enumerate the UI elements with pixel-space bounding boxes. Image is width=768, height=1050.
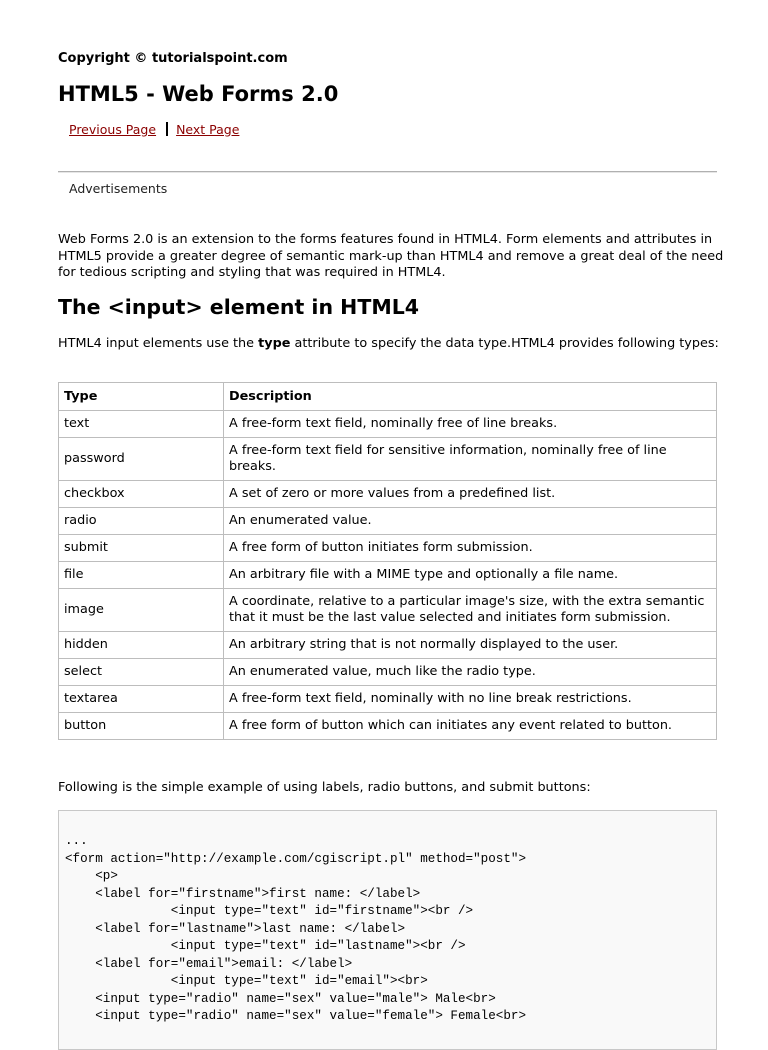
types-intro-before: HTML4 input elements use the [58, 336, 259, 351]
type-cell: hidden [59, 632, 224, 659]
type-cell: submit [59, 535, 224, 562]
table-row [59, 589, 717, 632]
table-row [59, 632, 717, 659]
divider [58, 171, 717, 173]
previous-page-link[interactable]: Previous Page [69, 122, 157, 137]
code-line: <label for="email">email: </label> [65, 956, 353, 971]
page-title: HTML5 - Web Forms 2.0 [58, 82, 339, 106]
type-cell: radio [59, 508, 224, 535]
description-cell: A free-form text field, nominally free of line breaks. [224, 411, 717, 438]
table-row [59, 535, 717, 562]
code-example-block [58, 810, 717, 1050]
code-line: <label for="lastname">last name: </label> [65, 921, 406, 936]
table-row [59, 686, 717, 713]
description-cell: A free form of button which can initiates any event related to button. [224, 713, 717, 740]
table-row [59, 438, 717, 481]
types-intro-after: attribute to specify the data type.HTML4 provides following types: [290, 336, 719, 351]
code-line: <label for="firstname">first name: </label> [65, 886, 421, 901]
table-row [59, 562, 717, 589]
column-header-type: Type [59, 383, 224, 411]
code-line: <input type="radio" name="sex" value="male"> Male<br> [65, 991, 496, 1006]
description-cell: A free form of button initiates form submission. [224, 535, 717, 562]
type-cell: textarea [59, 686, 224, 713]
description-cell: An arbitrary string that is not normally displayed to the user. [224, 632, 717, 659]
code-line: <input type="text" id="firstname"><br /> [65, 904, 474, 918]
type-cell: image [59, 589, 224, 632]
type-cell: password [59, 438, 224, 481]
code-line: <input type="radio" name="sex" value="female"> Female<br> [65, 1009, 527, 1023]
next-page-link[interactable]: Next Page [176, 122, 240, 137]
table-header-row [59, 383, 717, 411]
types-intro-bold: type [258, 336, 291, 351]
type-cell: checkbox [59, 481, 224, 508]
code-line: <input type="text" id="email"><br> [65, 974, 428, 988]
description-cell: A set of zero or more values from a predefined list. [224, 481, 717, 508]
column-header-description: Description [224, 383, 717, 411]
code-line: ... [65, 834, 88, 848]
table-row [59, 508, 717, 535]
intro-paragraph: Web Forms 2.0 is an extension to the forms features found in HTML4. Form elements and attributes in HTML5 provide a greater degree of semantic mark-up than HTML4 and remove a great deal of the need for tedious scripting and styling that was required in HTML4. [58, 232, 724, 280]
description-cell: A coordinate, relative to a particular image's size, with the extra semantic that it must be the last value selected and initiates form submission. [224, 589, 717, 632]
type-cell: text [59, 411, 224, 438]
description-cell: An enumerated value. [224, 508, 717, 535]
code-line: <form action="http://example.com/cgiscript.pl" method="post"> [65, 851, 527, 866]
table-row [59, 713, 717, 740]
page-nav [69, 122, 239, 137]
table-row [59, 481, 717, 508]
advertisements-label: Advertisements [69, 181, 168, 196]
type-cell: select [59, 659, 224, 686]
types-intro-paragraph [58, 336, 728, 353]
nav-separator [166, 122, 168, 136]
description-cell: An enumerated value, much like the radio type. [224, 659, 717, 686]
section-heading: The <input> element in HTML4 [58, 295, 420, 319]
copyright-notice: Copyright © tutorialspoint.com [58, 51, 288, 66]
description-cell: A free-form text field for sensitive information, nominally free of line breaks. [224, 438, 717, 481]
type-cell: file [59, 562, 224, 589]
code-line: <p> [65, 869, 118, 883]
description-cell: A free-form text field, nominally with no line break restrictions. [224, 686, 717, 713]
input-types-table [58, 382, 717, 740]
table-row [59, 411, 717, 438]
type-cell: button [59, 713, 224, 740]
code-line: <input type="text" id="lastname"><br /> [65, 939, 466, 953]
example-intro-paragraph: Following is the simple example of using labels, radio buttons, and submit buttons: [58, 780, 591, 795]
table-row [59, 659, 717, 686]
description-cell: An arbitrary file with a MIME type and optionally a file name. [224, 562, 717, 589]
